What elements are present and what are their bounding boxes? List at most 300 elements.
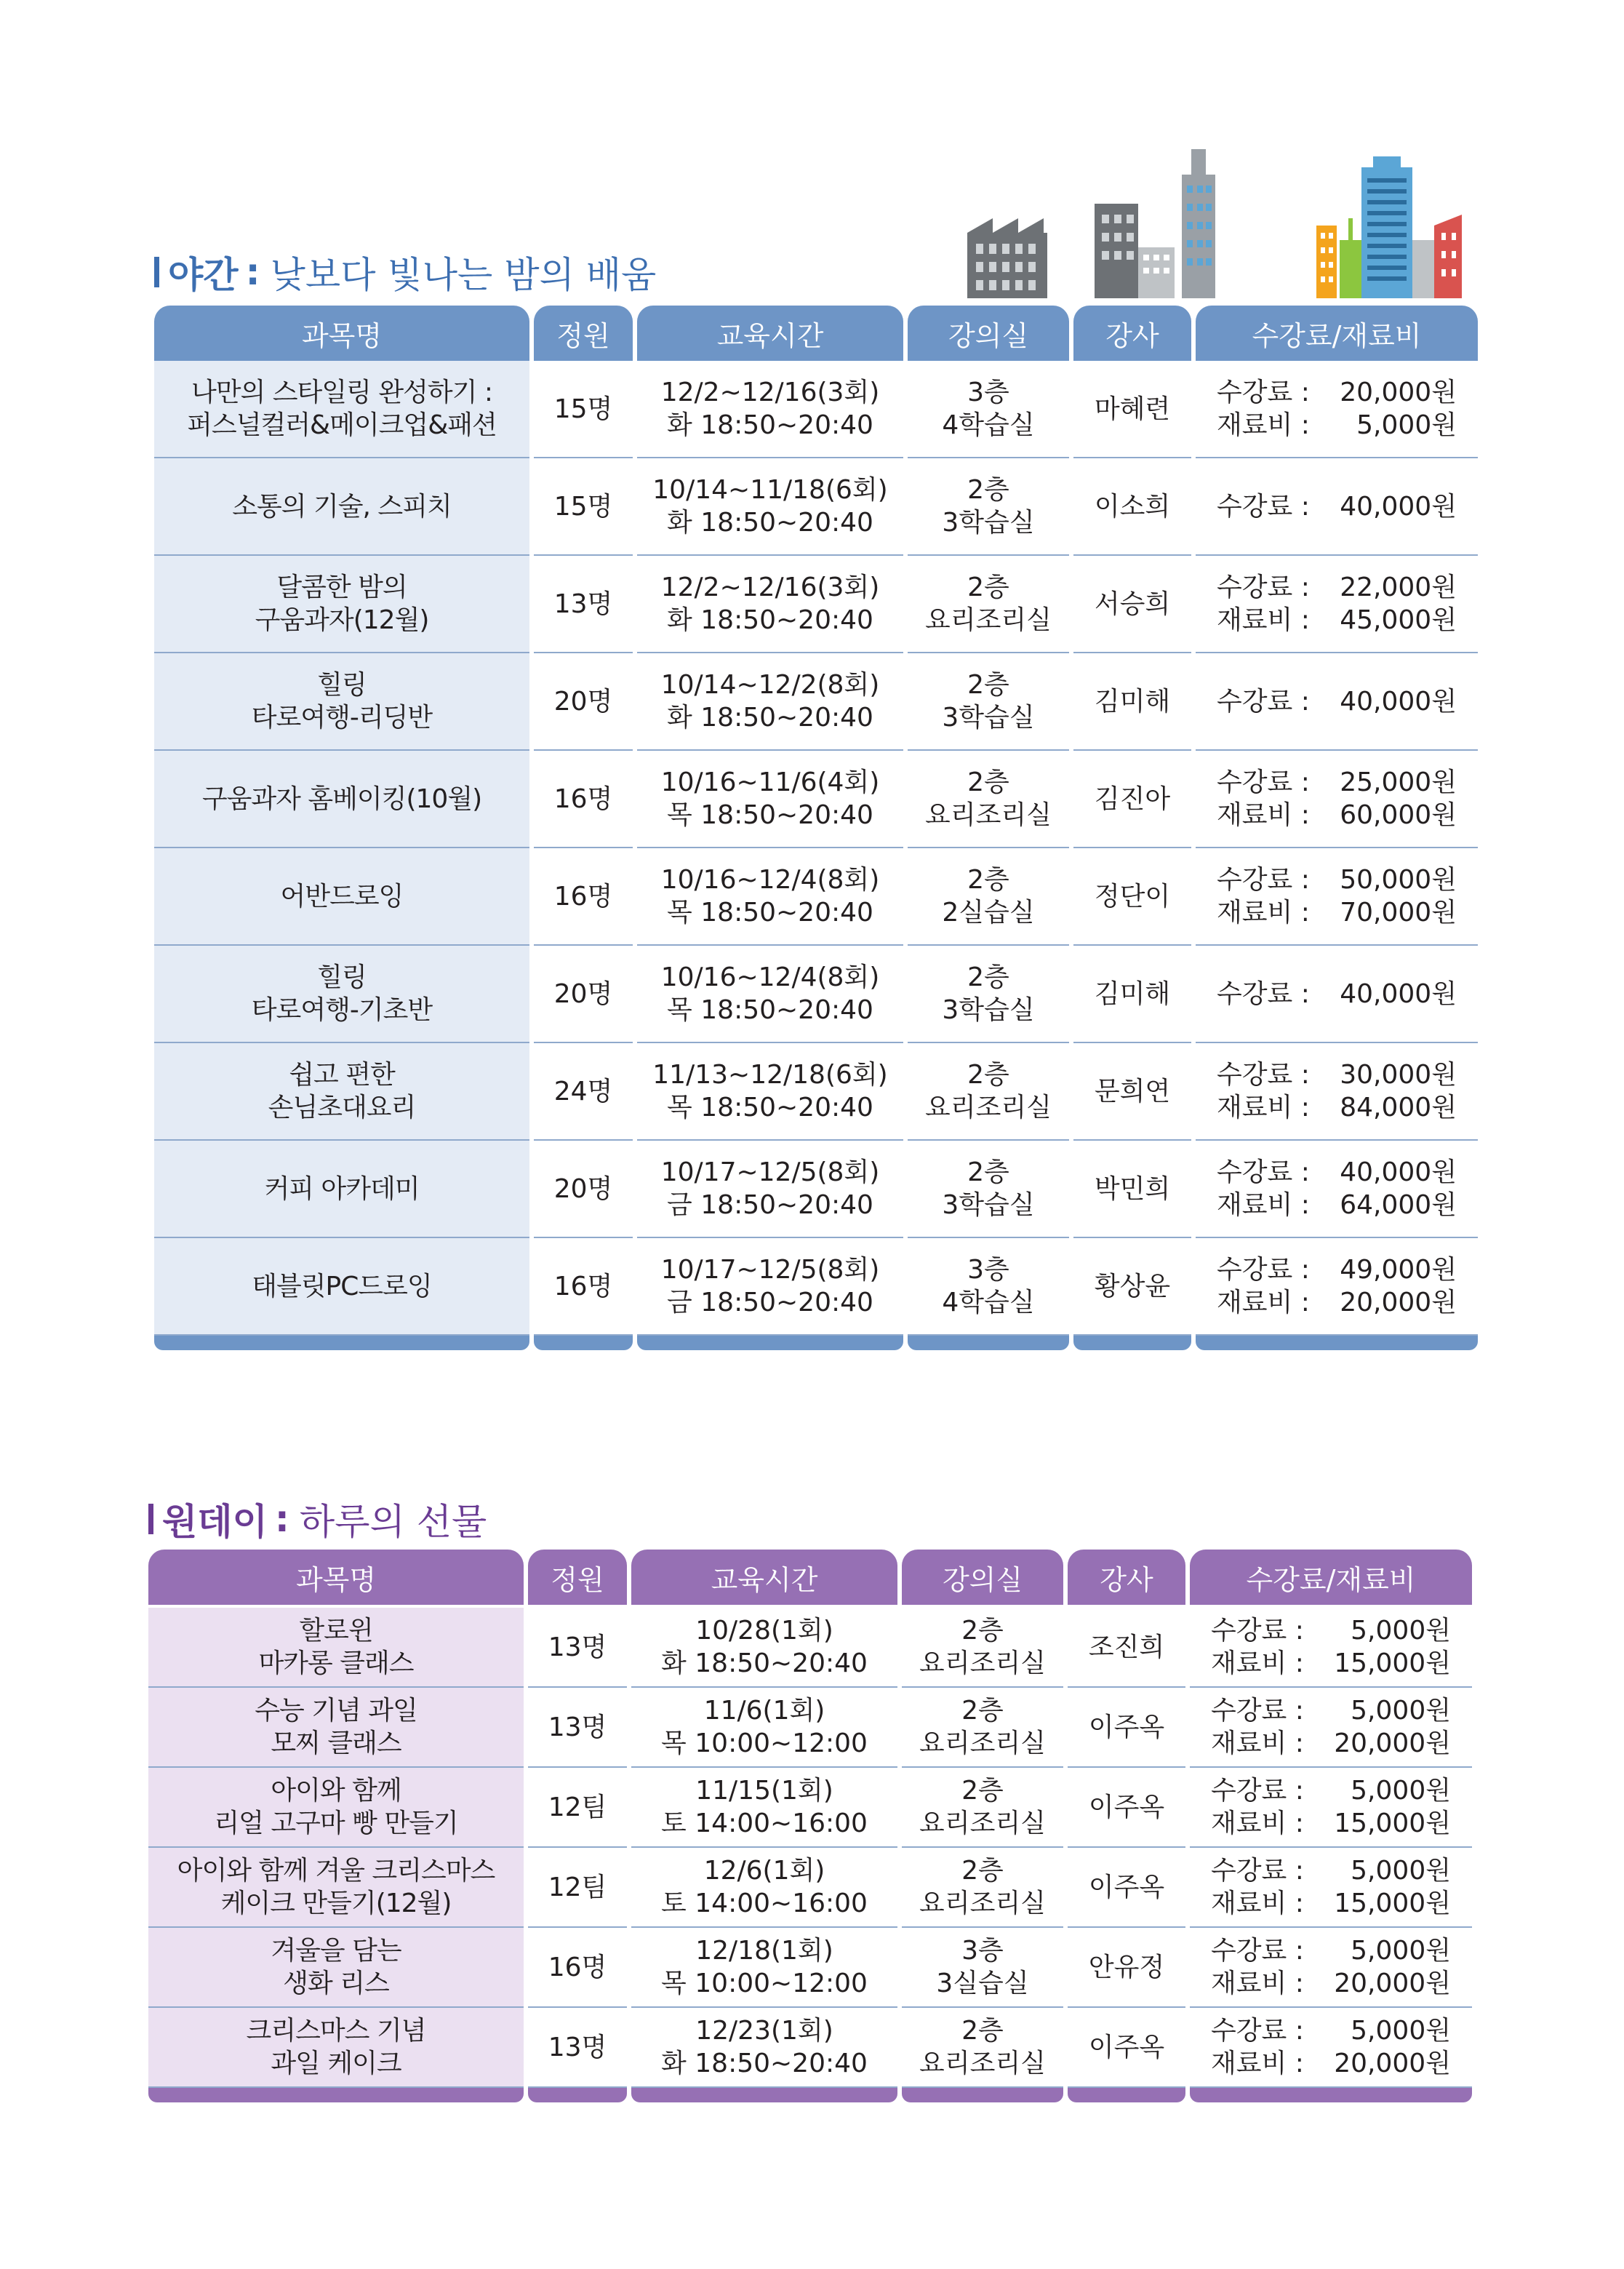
course-teacher: 김미해 xyxy=(1073,653,1191,751)
course-time xyxy=(631,1608,897,1688)
fee-amount: 40,000원 xyxy=(1340,978,1457,1009)
time-line: 10/28(1회) xyxy=(695,1616,833,1646)
course-capacity: 20명 xyxy=(534,653,633,751)
course-teacher: 이주옥 xyxy=(1068,1848,1185,1928)
fee-label: 재료비 : xyxy=(1217,605,1310,635)
fee-block xyxy=(1211,1854,1451,1920)
course-room xyxy=(908,361,1069,458)
footer-cell xyxy=(1196,1336,1478,1350)
fee-amount: 20,000원 xyxy=(1334,1969,1451,1998)
course-fee xyxy=(1196,361,1478,458)
course-time xyxy=(631,1848,897,1928)
fee-label: 수강료 : xyxy=(1211,1776,1304,1806)
fee-label: 재료비 : xyxy=(1217,1288,1310,1317)
footer-cell xyxy=(1190,2088,1472,2102)
fee-amount: 5,000원 xyxy=(1356,410,1457,440)
table-row xyxy=(154,1238,1478,1336)
fee-amount: 20,000원 xyxy=(1340,1288,1457,1317)
table-footer xyxy=(148,2088,1472,2102)
course-room xyxy=(908,1141,1069,1238)
room-line: 요리조리실 xyxy=(925,605,1052,635)
table-footer xyxy=(154,1336,1478,1350)
course-room xyxy=(908,848,1069,946)
course-capacity: 13명 xyxy=(528,1688,627,1768)
title-colon: : xyxy=(245,251,260,293)
fee-line xyxy=(1217,1058,1457,1091)
course-time xyxy=(637,848,903,946)
course-room xyxy=(902,1928,1063,2008)
table-row xyxy=(148,1688,1472,1768)
table-row xyxy=(148,1848,1472,1928)
course-subject xyxy=(154,653,529,751)
subject-line: 크리스마스 기념 xyxy=(246,2016,426,2046)
time-line: 11/13~12/18(6회) xyxy=(652,1060,888,1090)
room-line: 3학습실 xyxy=(942,995,1035,1025)
header-teacher: 강사 xyxy=(1068,1550,1185,1608)
fee-label: 수강료 : xyxy=(1217,767,1310,797)
fee-line xyxy=(1211,1694,1451,1727)
fee-line xyxy=(1217,1286,1457,1319)
fee-line xyxy=(1211,2047,1451,2080)
fee-block xyxy=(1211,1934,1451,2000)
subject-line: 구움과자 홈베이킹(10월) xyxy=(201,783,482,814)
time-line: 11/6(1회) xyxy=(703,1696,825,1726)
fee-label: 수강료 : xyxy=(1217,573,1310,602)
course-fee xyxy=(1190,1768,1472,1848)
time-line: 12/2~12/16(3회) xyxy=(660,378,880,407)
subject-line: 쉽고 편한 xyxy=(289,1060,395,1090)
fee-line xyxy=(1217,1253,1457,1286)
fee-block xyxy=(1217,978,1457,1010)
fee-label: 재료비 : xyxy=(1217,800,1310,830)
fee-block xyxy=(1211,1614,1451,1680)
subject-line: 태블릿PC드로잉 xyxy=(252,1271,432,1301)
course-fee xyxy=(1196,751,1478,848)
course-time xyxy=(637,1141,903,1238)
fee-label: 재료비 : xyxy=(1217,898,1310,928)
room-line: 2층 xyxy=(961,1696,1004,1726)
course-time xyxy=(637,458,903,556)
fee-line xyxy=(1211,1727,1451,1760)
course-fee xyxy=(1190,1848,1472,1928)
fee-label: 재료비 : xyxy=(1217,1093,1310,1122)
course-capacity: 13명 xyxy=(528,1608,627,1688)
time-line: 금 18:50~20:40 xyxy=(667,1288,873,1317)
room-line: 4학습실 xyxy=(942,410,1035,440)
time-line: 10/17~12/5(8회) xyxy=(660,1157,880,1187)
fee-line xyxy=(1217,604,1457,637)
title-bar xyxy=(154,257,159,287)
fee-block xyxy=(1211,1774,1451,1840)
room-line: 2층 xyxy=(967,1157,1009,1187)
fee-amount: 5,000원 xyxy=(1351,2016,1451,2046)
fee-block xyxy=(1217,766,1457,832)
course-fee xyxy=(1190,1688,1472,1768)
course-capacity: 15명 xyxy=(534,361,633,458)
fee-block xyxy=(1217,1058,1457,1124)
fee-amount: 40,000원 xyxy=(1340,1157,1457,1187)
header-time: 교육시간 xyxy=(637,306,903,361)
subject-line: 소통의 기술, 스피치 xyxy=(232,491,452,522)
room-line: 요리조리실 xyxy=(919,1809,1046,1838)
fee-amount: 5,000원 xyxy=(1351,1936,1451,1966)
subject-line: 퍼스널컬러&메이크업&패션 xyxy=(187,410,497,440)
fee-line xyxy=(1211,1774,1451,1807)
header-fee: 수강료/재료비 xyxy=(1190,1550,1472,1608)
subject-line: 리얼 고구마 빵 만들기 xyxy=(214,1809,458,1838)
room-line: 3층 xyxy=(961,1936,1004,1966)
header-capacity: 정원 xyxy=(534,306,633,361)
room-line: 2층 xyxy=(967,1060,1009,1090)
course-time xyxy=(637,1238,903,1336)
course-subject xyxy=(148,1928,524,2008)
course-subject xyxy=(148,1848,524,1928)
fee-amount: 50,000원 xyxy=(1340,865,1457,895)
fee-line xyxy=(1217,799,1457,832)
subject-line: 커피 아카데미 xyxy=(264,1173,420,1204)
time-line: 화 18:50~20:40 xyxy=(667,508,873,538)
fee-line xyxy=(1217,1156,1457,1189)
course-capacity: 12팀 xyxy=(528,1768,627,1848)
fee-block xyxy=(1217,1156,1457,1221)
subject-line: 힐링 xyxy=(317,962,367,992)
course-time xyxy=(637,1043,903,1141)
room-line: 2층 xyxy=(967,475,1009,505)
course-capacity: 16명 xyxy=(534,848,633,946)
fee-line xyxy=(1217,409,1457,442)
time-line: 목 10:00~12:00 xyxy=(661,1728,868,1758)
room-line: 2층 xyxy=(967,865,1009,895)
subject-line: 어반드로잉 xyxy=(280,881,404,912)
room-line: 요리조리실 xyxy=(919,2049,1046,2078)
fee-amount: 49,000원 xyxy=(1340,1255,1457,1285)
subject-line: 겨울을 담는 xyxy=(271,1936,401,1966)
course-teacher: 안유정 xyxy=(1068,1928,1185,2008)
fee-block xyxy=(1217,490,1457,523)
course-subject xyxy=(154,458,529,556)
fee-line xyxy=(1217,978,1457,1010)
course-room xyxy=(908,1043,1069,1141)
fee-label: 수강료 : xyxy=(1217,865,1310,895)
time-line: 12/2~12/16(3회) xyxy=(660,573,880,602)
fee-block xyxy=(1217,685,1457,718)
subject-line: 타로여행-기초반 xyxy=(251,995,433,1025)
footer-cell xyxy=(534,1336,633,1350)
room-line: 2층 xyxy=(967,670,1009,700)
room-line: 3실습실 xyxy=(936,1969,1029,1998)
course-fee xyxy=(1196,653,1478,751)
room-line: 3층 xyxy=(967,378,1009,407)
subject-line: 구움과자(12월) xyxy=(255,605,429,635)
footer-cell xyxy=(148,2088,524,2102)
fee-line xyxy=(1217,490,1457,523)
time-line: 12/6(1회) xyxy=(703,1856,825,1886)
course-time xyxy=(637,946,903,1043)
course-time xyxy=(637,556,903,653)
course-subject xyxy=(154,1238,529,1336)
fee-block xyxy=(1217,376,1457,442)
course-subject xyxy=(148,1608,524,1688)
fee-line xyxy=(1211,1967,1451,2000)
subject-line: 모찌 클래스 xyxy=(271,1728,401,1758)
title-colon: : xyxy=(274,1498,289,1540)
table-row xyxy=(154,458,1478,556)
course-subject xyxy=(154,361,529,458)
course-time xyxy=(637,361,903,458)
header-teacher: 강사 xyxy=(1073,306,1191,361)
fee-label: 재료비 : xyxy=(1211,1889,1304,1918)
oneday-subtitle: 하루의 선물 xyxy=(299,1501,487,1543)
course-time xyxy=(637,751,903,848)
fee-block xyxy=(1217,571,1457,637)
header-capacity: 정원 xyxy=(528,1550,627,1608)
footer-cell xyxy=(154,1336,529,1350)
fee-block xyxy=(1211,2014,1451,2080)
time-line: 토 14:00~16:00 xyxy=(661,1809,868,1838)
fee-label: 수강료 : xyxy=(1217,978,1310,1009)
course-fee xyxy=(1196,1141,1478,1238)
time-line: 화 18:50~20:40 xyxy=(667,703,873,733)
course-room xyxy=(902,1848,1063,1928)
fee-label: 수강료 : xyxy=(1217,1060,1310,1090)
subject-line: 아이와 함께 xyxy=(271,1776,401,1806)
table-row xyxy=(154,556,1478,653)
subject-line: 손님초대요리 xyxy=(268,1093,416,1122)
fee-block xyxy=(1211,1694,1451,1760)
time-line: 11/15(1회) xyxy=(695,1776,833,1806)
subject-line: 힐링 xyxy=(317,670,367,700)
room-line: 요리조리실 xyxy=(919,1648,1046,1678)
fee-label: 재료비 : xyxy=(1217,1190,1310,1220)
course-capacity: 15명 xyxy=(534,458,633,556)
course-time xyxy=(637,653,903,751)
course-fee xyxy=(1196,556,1478,653)
fee-label: 수강료 : xyxy=(1211,1616,1304,1646)
course-teacher: 이소희 xyxy=(1073,458,1191,556)
course-capacity: 24명 xyxy=(534,1043,633,1141)
fee-line xyxy=(1217,685,1457,718)
fee-label: 수강료 : xyxy=(1217,378,1310,407)
course-room xyxy=(908,653,1069,751)
course-capacity: 20명 xyxy=(534,946,633,1043)
course-room xyxy=(902,1608,1063,1688)
table-row xyxy=(148,1608,1472,1688)
table-row xyxy=(154,1043,1478,1141)
room-line: 2층 xyxy=(967,767,1009,797)
fee-label: 재료비 : xyxy=(1211,1648,1304,1678)
time-line: 10/16~12/4(8회) xyxy=(660,962,880,992)
course-time xyxy=(631,1928,897,2008)
table-row xyxy=(154,1141,1478,1238)
fee-label: 수강료 : xyxy=(1211,2016,1304,2046)
course-room xyxy=(902,1688,1063,1768)
time-line: 토 14:00~16:00 xyxy=(661,1889,868,1918)
fee-amount: 22,000원 xyxy=(1340,573,1457,602)
header-fee: 수강료/재료비 xyxy=(1196,306,1478,361)
fee-block xyxy=(1217,864,1457,929)
course-capacity: 13명 xyxy=(528,2008,627,2088)
course-room xyxy=(902,1768,1063,1848)
header-subject: 과목명 xyxy=(154,306,529,361)
room-line: 요리조리실 xyxy=(925,1093,1052,1122)
course-fee xyxy=(1190,2008,1472,2088)
fee-amount: 20,000원 xyxy=(1334,2049,1451,2078)
header-room: 강의실 xyxy=(902,1550,1063,1608)
footer-cell xyxy=(637,1336,903,1350)
footer-cell xyxy=(1073,1336,1191,1350)
fee-line xyxy=(1217,376,1457,409)
fee-amount: 60,000원 xyxy=(1340,800,1457,830)
fee-amount: 5,000원 xyxy=(1351,1776,1451,1806)
time-line: 화 18:50~20:40 xyxy=(667,410,873,440)
table-row xyxy=(154,946,1478,1043)
table-row xyxy=(148,1768,1472,1848)
fee-label: 수강료 : xyxy=(1217,686,1310,717)
fee-label: 재료비 : xyxy=(1211,1969,1304,1998)
fee-amount: 5,000원 xyxy=(1351,1696,1451,1726)
course-fee xyxy=(1196,1043,1478,1141)
course-room xyxy=(908,556,1069,653)
table-row xyxy=(154,361,1478,458)
night-section-title xyxy=(154,246,656,298)
course-subject xyxy=(154,556,529,653)
course-fee xyxy=(1196,848,1478,946)
subject-line: 과일 케이크 xyxy=(271,2049,401,2078)
course-teacher: 이주옥 xyxy=(1068,1768,1185,1848)
time-line: 화 18:50~20:40 xyxy=(667,605,873,635)
room-line: 4학습실 xyxy=(942,1288,1035,1317)
subject-line: 마카롱 클래스 xyxy=(258,1648,414,1678)
room-line: 2층 xyxy=(961,1776,1004,1806)
footer-cell xyxy=(902,2088,1063,2102)
fee-line xyxy=(1217,1189,1457,1221)
room-line: 요리조리실 xyxy=(919,1728,1046,1758)
course-teacher: 서승희 xyxy=(1073,556,1191,653)
course-subject xyxy=(154,946,529,1043)
fee-amount: 15,000원 xyxy=(1334,1889,1451,1918)
footer-cell xyxy=(1068,2088,1185,2102)
room-line: 3학습실 xyxy=(942,1190,1035,1220)
fee-line xyxy=(1211,1934,1451,1967)
fee-amount: 15,000원 xyxy=(1334,1648,1451,1678)
fee-amount: 25,000원 xyxy=(1340,767,1457,797)
night-label: 야간 xyxy=(168,254,239,296)
course-time xyxy=(631,1768,897,1848)
course-capacity: 16명 xyxy=(528,1928,627,2008)
fee-amount: 64,000원 xyxy=(1340,1190,1457,1220)
fee-amount: 30,000원 xyxy=(1340,1060,1457,1090)
fee-line xyxy=(1211,1854,1451,1887)
time-line: 목 10:00~12:00 xyxy=(661,1969,868,1998)
fee-label: 수강료 : xyxy=(1211,1696,1304,1726)
course-teacher: 마혜련 xyxy=(1073,361,1191,458)
oneday-label: 원데이 xyxy=(162,1501,268,1543)
time-line: 목 18:50~20:40 xyxy=(667,800,873,830)
time-line: 목 18:50~20:40 xyxy=(667,898,873,928)
room-line: 2층 xyxy=(961,1616,1004,1646)
course-room xyxy=(908,751,1069,848)
subject-line: 할로윈 xyxy=(299,1616,373,1646)
course-capacity: 16명 xyxy=(534,1238,633,1336)
subject-line: 케이크 만들기(12월) xyxy=(220,1889,452,1918)
room-line: 요리조리실 xyxy=(919,1889,1046,1918)
time-line: 화 18:50~20:40 xyxy=(661,1648,868,1678)
time-line: 10/14~12/2(8회) xyxy=(660,670,880,700)
course-room xyxy=(908,1238,1069,1336)
course-teacher: 정단이 xyxy=(1073,848,1191,946)
course-room xyxy=(908,458,1069,556)
course-capacity: 13명 xyxy=(534,556,633,653)
subject-line: 달콤한 밤의 xyxy=(276,573,407,602)
oneday-section-title xyxy=(148,1493,487,1545)
time-line: 12/18(1회) xyxy=(695,1936,833,1966)
room-line: 2실습실 xyxy=(942,898,1035,928)
course-room xyxy=(902,2008,1063,2088)
fee-amount: 5,000원 xyxy=(1351,1616,1451,1646)
fee-line xyxy=(1217,766,1457,799)
footer-cell xyxy=(908,1336,1069,1350)
fee-label: 재료비 : xyxy=(1211,1809,1304,1838)
time-line: 목 18:50~20:40 xyxy=(667,1093,873,1122)
course-subject xyxy=(148,1688,524,1768)
course-teacher: 박민희 xyxy=(1073,1141,1191,1238)
course-capacity: 12팀 xyxy=(528,1848,627,1928)
course-subject xyxy=(154,751,529,848)
subject-line: 수능 기념 과일 xyxy=(255,1696,417,1726)
fee-label: 재료비 : xyxy=(1211,2049,1304,2078)
header-subject: 과목명 xyxy=(148,1550,524,1608)
fee-line xyxy=(1217,896,1457,929)
course-time xyxy=(631,2008,897,2088)
fee-line xyxy=(1217,571,1457,604)
course-capacity: 16명 xyxy=(534,751,633,848)
course-fee xyxy=(1196,1238,1478,1336)
room-line: 3학습실 xyxy=(942,703,1035,733)
fee-amount: 40,000원 xyxy=(1340,491,1457,522)
time-line: 10/16~11/6(4회) xyxy=(660,767,880,797)
time-line: 10/14~11/18(6회) xyxy=(652,475,888,505)
table-row xyxy=(154,848,1478,946)
fee-label: 수강료 : xyxy=(1217,1157,1310,1187)
course-time xyxy=(631,1688,897,1768)
course-subject xyxy=(154,1043,529,1141)
course-subject xyxy=(154,1141,529,1238)
fee-label: 재료비 : xyxy=(1211,1728,1304,1758)
subject-line: 아이와 함께 겨울 크리스마스 xyxy=(177,1856,495,1886)
footer-cell xyxy=(631,2088,897,2102)
course-fee xyxy=(1196,946,1478,1043)
fee-amount: 45,000원 xyxy=(1340,605,1457,635)
room-line: 3층 xyxy=(967,1255,1009,1285)
time-line: 화 18:50~20:40 xyxy=(661,2049,868,2078)
table-row xyxy=(154,653,1478,751)
course-room xyxy=(908,946,1069,1043)
fee-amount: 5,000원 xyxy=(1351,1856,1451,1886)
course-subject xyxy=(154,848,529,946)
fee-amount: 20,000원 xyxy=(1334,1728,1451,1758)
course-teacher: 김미해 xyxy=(1073,946,1191,1043)
fee-line xyxy=(1211,1887,1451,1920)
course-teacher: 황상윤 xyxy=(1073,1238,1191,1336)
title-bar xyxy=(148,1504,153,1534)
fee-amount: 20,000원 xyxy=(1340,378,1457,407)
night-subtitle: 낮보다 빛나는 밤의 배움 xyxy=(270,254,657,296)
fee-label: 수강료 : xyxy=(1211,1856,1304,1886)
course-fee xyxy=(1190,1608,1472,1688)
table-row xyxy=(154,751,1478,848)
night-course-table xyxy=(150,306,1482,1350)
fee-amount: 70,000원 xyxy=(1340,898,1457,928)
